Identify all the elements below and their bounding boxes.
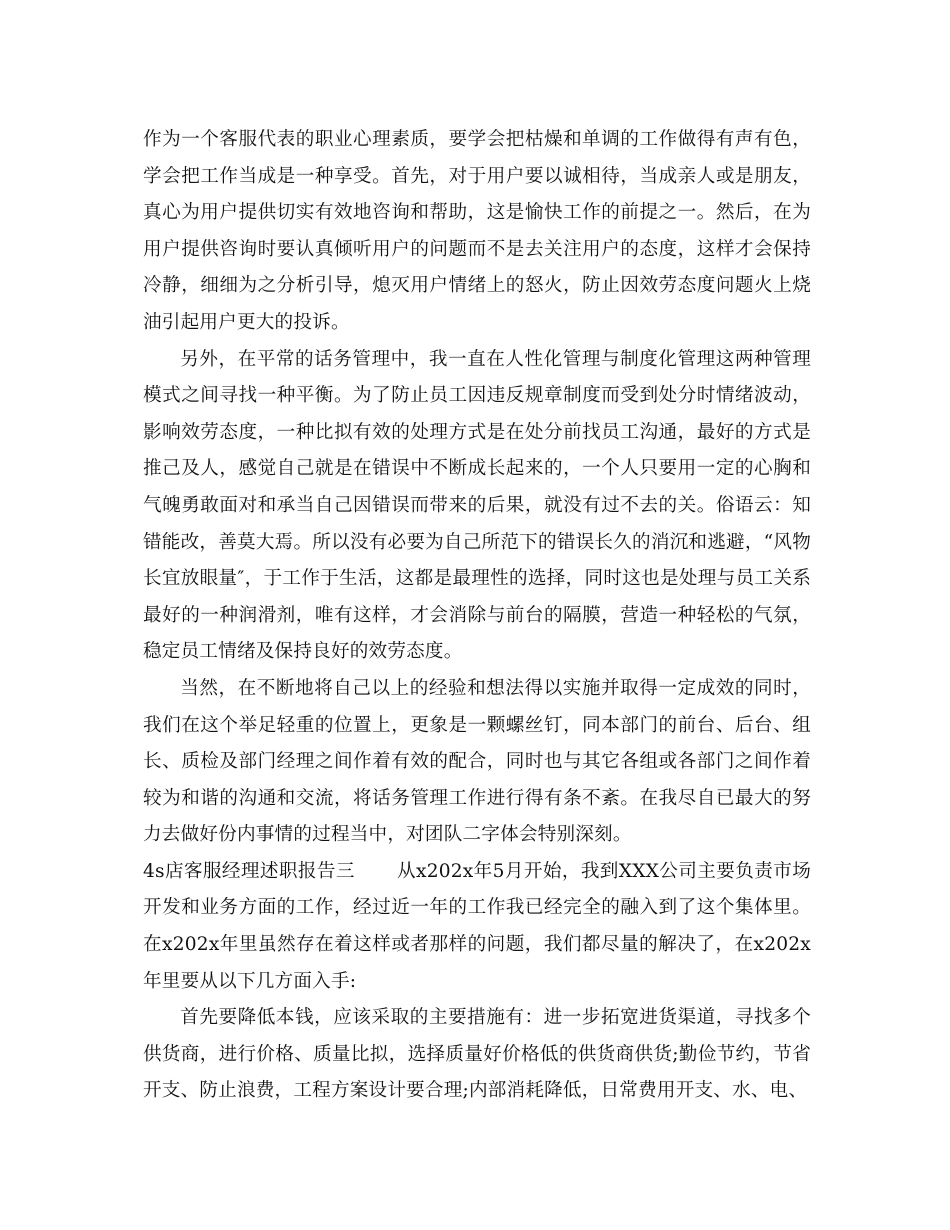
- paragraph-4: [143, 854, 811, 1000]
- paragraph-2: [143, 342, 811, 671]
- paragraph-1: [143, 122, 811, 342]
- document-body: [143, 122, 811, 1110]
- section-heading: 4s店客服经理述职报告三: [143, 860, 355, 882]
- paragraph-4-text: 从x202x年5月开始，我到XXX公司主要负责市场开发和业务方面的工作，经过近一年的工作我已经完全的融入到了这个集体里。在x202x年里虽然存在着这样或者那样的问题，我们都尽量的解决了，在x202x年里要从以下几方面入手:: [143, 860, 811, 992]
- paragraph-3-text: 当然，在不断地将自己以上的经验和想法得以实施并取得一定成效的同时，我们在这个举足轻重的位置上，更象是一颗螺丝钉，同本部门的前台、后台、组长、质检及部门经理之间作着有效的配合，同时也与其它各组或各部门之间作着较为和谐的沟通和交流，将话务管理工作进行得有条不紊。在我尽自已最大的努力去做好份内事情的过程当中，对团队二字体会特别深刻。: [143, 677, 811, 846]
- paragraph-2-text: 另外，在平常的话务管理中，我一直在人性化管理与制度化管理这两种管理模式之间寻找一种平衡。为了防止员工因违反规章制度而受到处分时情绪波动，影响效劳态度，一种比拟有效的处理方式是在处分前找员工沟通，最好的方式是推己及人，感觉自己就是在错误中不断成长起来的，一个人只要用一定的心胸和气魄勇敢面对和承当自己因错误而带来的后果，就没有过不去的关。俗语云：知错能改，善莫大焉。所以没有必要为自己所范下的错误长久的消沉和逃避，“风物长宜放眼量″，于工作于生活，这都是最理性的选择，同时这也是处理与员工关系最好的一种润滑剂，唯有这样，才会消除与前台的隔膜，营造一种轻松的气氛，稳定员工情绪及保持良好的效劳态度。: [143, 348, 811, 663]
- paragraph-3: [143, 671, 811, 854]
- paragraph-5-text: 首先要降低本钱，应该采取的主要措施有：进一步拓宽进货渠道，寻找多个供货商，进行价格、质量比拟，选择质量好价格低的供货商供货;勤俭节约，节省开支、防止浪费，工程方案设计要合理;内部消耗降低，日常费用开支、水、电、: [143, 1007, 811, 1102]
- paragraph-5: [143, 1000, 811, 1110]
- paragraph-1-text: 作为一个客服代表的职业心理素质，要学会把枯燥和单调的工作做得有声有色，学会把工作当成是一种享受。首先，对于用户要以诚相待，当成亲人或是朋友，真心为用户提供切实有效地咨询和帮助，这是愉快工作的前提之一。然后，在为用户提供咨询时要认真倾听用户的问题而不是去关注用户的态度，这样才会保持冷静，细细为之分析引导，熄灭用户情绪上的怒火，防止因效劳态度问题火上烧油引起用户更大的投诉。: [143, 129, 811, 333]
